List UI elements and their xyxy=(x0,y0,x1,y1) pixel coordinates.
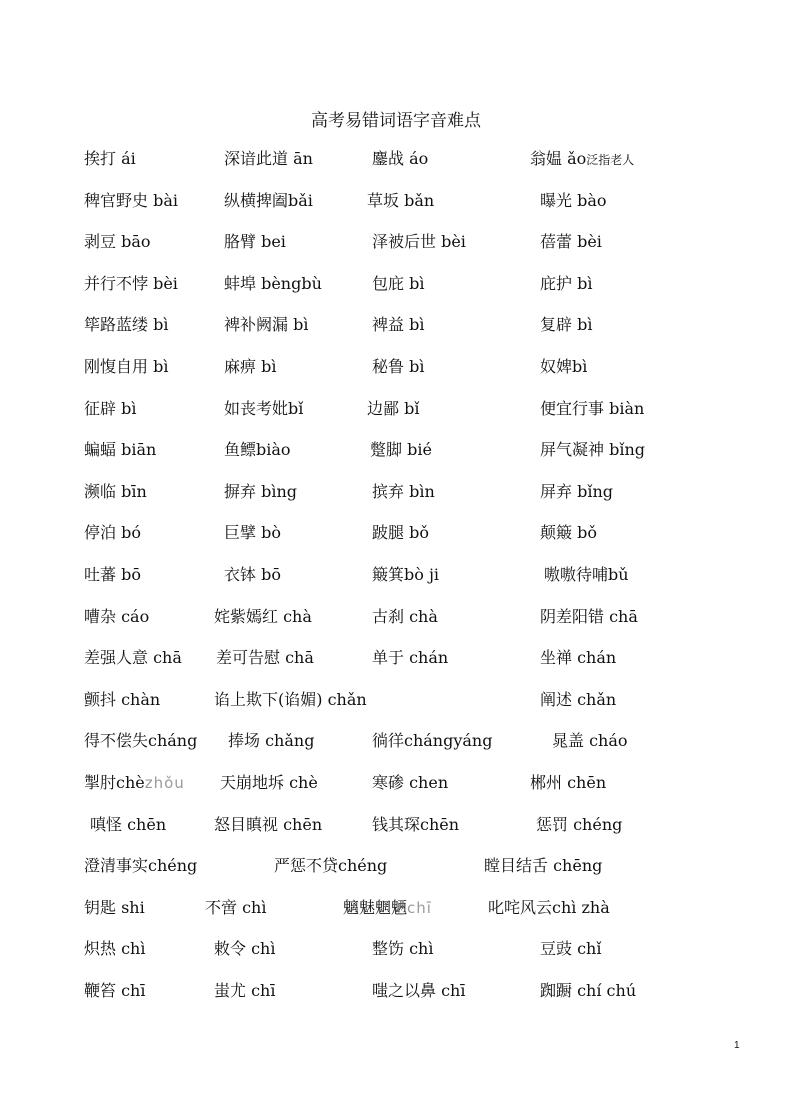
vocab-entry xyxy=(84,936,145,959)
vocab-entry xyxy=(214,812,322,835)
vocab-row xyxy=(0,146,792,170)
vocab-entry xyxy=(84,978,145,1001)
vocab-entry xyxy=(224,437,291,460)
vocab-row xyxy=(0,895,792,919)
vocab-row xyxy=(0,645,792,669)
entry-text: 魑魅魍魉 xyxy=(343,897,408,917)
entry-text: 嘈杂 cáo xyxy=(84,606,150,626)
entry-text: 差可告慰 chā xyxy=(216,648,314,668)
vocab-entry xyxy=(224,229,286,252)
vocab-entry xyxy=(367,188,434,211)
vocab-entry xyxy=(372,728,492,751)
vocab-row xyxy=(0,770,792,794)
vocab-entry xyxy=(84,645,182,668)
entry-text: 单于 chán xyxy=(372,648,449,668)
page-number: 1 xyxy=(734,1040,740,1051)
entry-text: 边鄙 bǐ xyxy=(367,398,420,418)
vocab-entry xyxy=(540,354,587,377)
vocab-entry xyxy=(84,312,168,335)
vocab-entry xyxy=(372,354,424,377)
vocab-entry xyxy=(488,895,610,918)
vocab-row xyxy=(0,562,792,586)
vocab-entry xyxy=(530,146,634,169)
entry-text: 曝光 bào xyxy=(540,190,607,210)
vocab-entry xyxy=(84,520,141,543)
entry-text: 胳臂 bei xyxy=(224,232,286,252)
vocab-entry xyxy=(540,687,616,710)
entry-text: 鏖战 áo xyxy=(372,149,429,168)
entry-text: 古刹 chà xyxy=(372,606,438,626)
entry-text: 蓓蕾 bèi xyxy=(540,232,602,252)
entry-text: 翁媪 ǎo xyxy=(530,149,587,168)
entry-text: 徜徉chángyáng xyxy=(372,731,493,751)
vocab-row xyxy=(0,978,792,1002)
vocab-entry xyxy=(540,437,645,460)
vocab-entry xyxy=(84,728,197,751)
entry-text: 包庇 bì xyxy=(372,273,425,293)
vocab-entry xyxy=(84,853,197,876)
entry-text: 坐禅 chán xyxy=(540,648,617,668)
entry-text: 挨打 ái xyxy=(84,149,136,168)
vocab-entry xyxy=(84,479,147,502)
vocab-entry xyxy=(372,312,424,335)
vocab-entry xyxy=(552,728,628,751)
entry-text: 踟蹰 chí chú xyxy=(540,981,637,1000)
entry-text: 奴婢bì xyxy=(540,357,588,376)
page-title: 高考易错词语字音难点 xyxy=(311,111,481,131)
vocab-entry xyxy=(540,188,607,211)
vocab-row xyxy=(0,853,792,877)
vocab-row xyxy=(0,936,792,960)
vocab-entry xyxy=(540,312,592,335)
entry-text: 捧场 chǎng xyxy=(228,731,315,751)
entry-text: 澄清事实chéng xyxy=(84,856,198,876)
vocab-entry xyxy=(372,479,435,502)
vocab-entry xyxy=(540,936,601,959)
vocab-entry xyxy=(84,146,136,169)
entry-text: 得不偿失cháng xyxy=(84,731,198,751)
entry-text: 掣肘chè xyxy=(84,773,145,792)
entry-text: 敕令 chì xyxy=(214,939,276,959)
vocab-entry xyxy=(530,770,606,793)
entry-text: 吐蕃 bō xyxy=(84,565,141,584)
vocab-row xyxy=(0,354,792,378)
entry-text: 裨益 bì xyxy=(372,315,425,335)
vocab-entry xyxy=(367,396,419,419)
entry-text: 濒临 bīn xyxy=(84,481,147,501)
entry-text: 谄上欺下(谄媚) chǎn xyxy=(214,689,367,709)
vocab-row xyxy=(0,687,792,711)
entry-text: 衣钵 bō xyxy=(224,565,281,584)
vocab-entry xyxy=(228,728,314,751)
entry-text: 炽热 chì xyxy=(84,939,146,959)
vocab-entry xyxy=(224,354,276,377)
vocab-entry xyxy=(274,853,387,876)
entry-text: 嗷嗷待哺bǔ xyxy=(544,565,629,584)
entry-text: 复辟 bì xyxy=(540,315,593,335)
vocab-entry xyxy=(90,812,166,835)
vocab-entry xyxy=(224,520,281,543)
entry-text: 如丧考妣bǐ xyxy=(224,398,304,418)
entry-text: 蚩尤 chī xyxy=(214,981,276,1000)
entry-text: 郴州 chēn xyxy=(530,773,607,792)
entry-text: 巨擘 bò xyxy=(224,523,281,543)
vocab-row xyxy=(0,520,792,544)
entry-text: 蹩脚 bié xyxy=(370,440,432,460)
entry-text: 晁盖 cháo xyxy=(552,731,628,751)
vocab-entry xyxy=(84,229,151,252)
vocab-entry xyxy=(214,978,275,1001)
entry-text: 嗤之以鼻 chī xyxy=(372,981,466,1000)
vocab-entry xyxy=(343,895,432,918)
vocab-entry xyxy=(544,562,629,585)
vocab-entry xyxy=(536,812,622,835)
entry-text: 不啻 chì xyxy=(205,897,267,917)
vocab-entry xyxy=(224,271,322,294)
entry-text: 蝙蝠 biān xyxy=(84,440,157,460)
vocab-entry xyxy=(224,312,308,335)
vocab-row xyxy=(0,437,792,461)
vocab-entry xyxy=(224,146,313,169)
entry-text: 征辟 bì xyxy=(84,398,137,418)
vocab-entry xyxy=(84,271,178,294)
vocab-entry xyxy=(372,271,424,294)
entry-text: 筚路蓝缕 bì xyxy=(84,315,169,335)
entry-text: 瞠目结舌 chēng xyxy=(484,856,603,876)
vocab-entry xyxy=(372,146,428,169)
vocab-entry xyxy=(540,479,613,502)
entry-text: 屏气凝神 bǐng xyxy=(540,440,645,460)
vocab-entry xyxy=(540,271,592,294)
vocab-row xyxy=(0,188,792,212)
vocab-entry xyxy=(84,770,185,793)
entry-text: 停泊 bó xyxy=(84,523,141,543)
vocab-entry xyxy=(540,978,636,1001)
entry-text: 深谙此道 ān xyxy=(224,149,313,168)
entry-text: 颠簸 bǒ xyxy=(540,523,597,543)
entry-text: 草坂 bǎn xyxy=(367,190,435,210)
vocab-entry xyxy=(540,396,644,419)
entry-text: 庇护 bì xyxy=(540,273,593,293)
vocab-entry xyxy=(214,687,367,710)
vocab-entry xyxy=(84,687,160,710)
vocab-entry xyxy=(372,936,433,959)
vocab-row xyxy=(0,604,792,628)
vocab-row xyxy=(0,229,792,253)
entry-text: 惩罚 chéng xyxy=(536,814,623,834)
vocab-entry xyxy=(484,853,602,876)
entry-text: 泽被后世 bèi xyxy=(372,232,466,252)
entry-text: 差强人意 chā xyxy=(84,648,182,668)
vocab-row xyxy=(0,396,792,420)
entry-text: 鞭笞 chī xyxy=(84,981,146,1000)
entry-gray-pinyin: chī xyxy=(407,898,432,917)
entry-text: 钥匙 shi xyxy=(84,897,145,917)
entry-text: 嗔怪 chēn xyxy=(90,814,167,834)
entry-text: 跛腿 bǒ xyxy=(372,523,429,543)
vocab-entry xyxy=(224,188,313,211)
vocab-entry xyxy=(214,936,275,959)
entry-text: 纵横捭阖bǎi xyxy=(224,190,313,210)
entry-note: 泛指老人 xyxy=(586,153,635,167)
vocab-row xyxy=(0,479,792,503)
entry-text: 并行不悖 bèi xyxy=(84,273,178,293)
vocab-entry xyxy=(84,895,145,918)
entry-text: 摒弃 bìng xyxy=(224,481,297,501)
entry-text: 稗官野史 bài xyxy=(84,190,178,210)
entry-text: 颤抖 chàn xyxy=(84,689,161,709)
vocab-entry xyxy=(224,562,281,585)
entry-text: 钱其琛chēn xyxy=(372,814,460,834)
entry-text: 阴差阳错 chā xyxy=(540,606,638,626)
vocab-entry xyxy=(372,812,459,835)
vocab-entry xyxy=(224,479,297,502)
vocab-entry xyxy=(370,437,432,460)
vocab-entry xyxy=(214,604,312,627)
vocab-entry xyxy=(84,188,178,211)
entry-text: 簸箕bò ji xyxy=(372,565,440,584)
vocab-entry xyxy=(205,895,266,918)
vocab-entry xyxy=(372,978,465,1001)
vocab-row xyxy=(0,271,792,295)
vocab-entry xyxy=(224,396,303,419)
vocab-entry xyxy=(540,520,597,543)
vocab-entry xyxy=(372,562,439,585)
entry-text: 鱼鳔biào xyxy=(224,440,291,460)
vocab-entry xyxy=(372,229,466,252)
entry-text: 叱咤风云chì zhà xyxy=(488,897,610,917)
entry-text: 严惩不贷chéng xyxy=(274,856,388,876)
entry-text: 屏弃 bǐng xyxy=(540,481,613,501)
entry-text: 蚌埠 bèngbù xyxy=(224,273,322,293)
entry-text: 摈弃 bìn xyxy=(372,481,435,501)
vocab-entry xyxy=(540,645,616,668)
vocab-entry xyxy=(216,645,314,668)
entry-text: 麻痹 bì xyxy=(224,357,277,376)
entry-text: 剥豆 bāo xyxy=(84,232,151,252)
vocab-row xyxy=(0,812,792,836)
entry-text: 天崩地坼 chè xyxy=(220,773,318,792)
entry-text: 裨补阙漏 bì xyxy=(224,315,309,335)
entry-text: 姹紫嫣红 chà xyxy=(214,606,312,626)
entry-text: 整饬 chì xyxy=(372,939,434,959)
vocab-entry xyxy=(540,604,638,627)
vocab-entry xyxy=(540,229,602,252)
vocab-entry xyxy=(84,604,149,627)
vocab-entry xyxy=(372,770,448,793)
entry-text: 刚愎自用 bì xyxy=(84,357,169,376)
vocab-row xyxy=(0,312,792,336)
vocab-entry xyxy=(84,562,141,585)
entry-text: 秘鲁 bì xyxy=(372,357,425,376)
vocab-entry xyxy=(84,437,156,460)
entry-text: 怒目瞋视 chēn xyxy=(214,814,323,834)
entry-text: 阐述 chǎn xyxy=(540,689,617,709)
vocab-row xyxy=(0,728,792,752)
entry-text: 便宜行事 biàn xyxy=(540,398,645,418)
entry-text: 豆豉 chǐ xyxy=(540,939,602,959)
entry-gray-pinyin: zhǒu xyxy=(144,774,185,792)
vocab-entry xyxy=(372,645,448,668)
entry-text: 寒碜 chen xyxy=(372,773,449,792)
vocab-entry xyxy=(372,520,429,543)
vocab-entry xyxy=(220,770,318,793)
vocab-entry xyxy=(84,354,168,377)
vocab-entry xyxy=(372,604,438,627)
vocab-entry xyxy=(84,396,136,419)
